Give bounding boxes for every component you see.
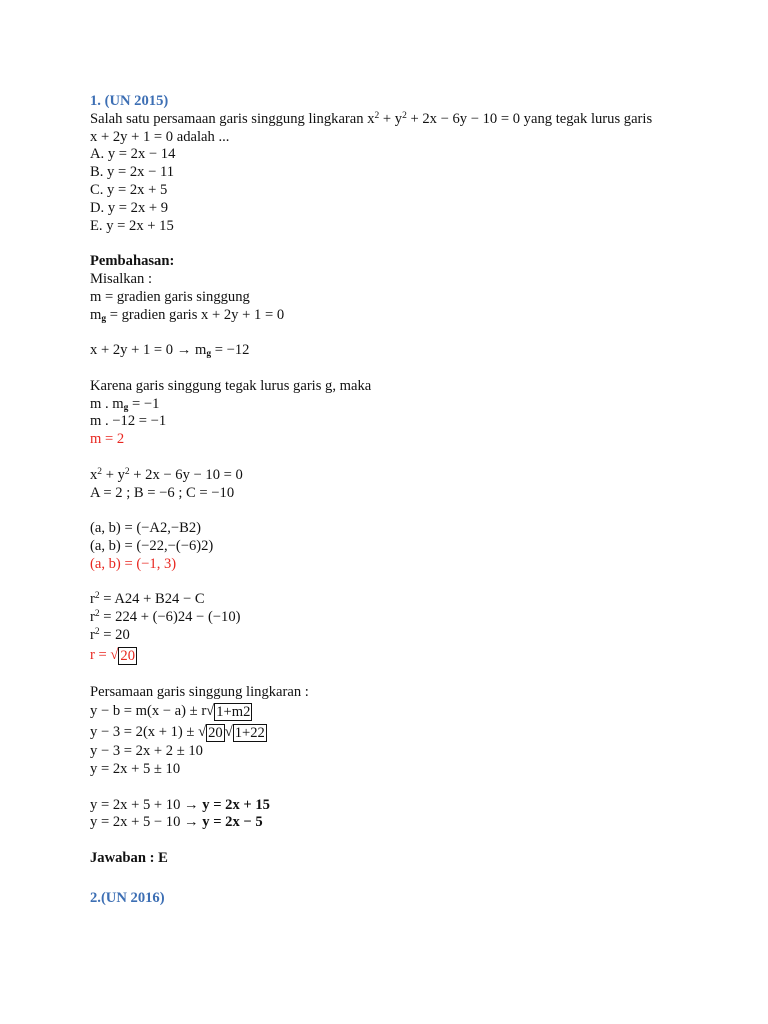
perpendicular-substitution: m . −12 = −1: [90, 413, 167, 430]
spacer: [90, 868, 730, 886]
spacer: [90, 360, 730, 378]
perpendicular-text: Karena garis singgung tegak lurus garis g, maka: [90, 377, 372, 394]
spacer: [90, 779, 730, 797]
option-c: C. y = 2x + 5: [90, 181, 168, 198]
spacer: [90, 574, 730, 592]
answer-line: Jawaban : E: [90, 850, 168, 867]
radicand-box: 1+m2: [216, 704, 251, 721]
question-1-heading: 1. (UN 2015): [90, 93, 169, 109]
question-2-heading: 2.(UN 2016): [90, 889, 165, 906]
option-b: B. y = 2x − 11: [90, 164, 175, 181]
radicand-box: 20: [120, 647, 135, 664]
radius-formula: $r^2 = A24 + B24 - C$: [90, 591, 205, 608]
solution-title: Pembahasan:: [90, 253, 175, 270]
radius-squared: $r^2 = 20$: [90, 626, 130, 643]
m-result: m = 2: [90, 431, 125, 448]
tangent-formula: y − b = m(x − a) ± r√ 1+m2: [90, 703, 251, 721]
center-formula: (a, b) = (−A2,−B2): [90, 520, 202, 537]
radicand-box: 20: [208, 725, 223, 742]
tangent-substitution: y − 3 = 2(x + 1) ± √ 20 √ 1+22: [90, 724, 265, 742]
option-a: A. y = 2x − 14: [90, 146, 176, 163]
center-result: (a, b) = (−1, 3): [90, 555, 177, 572]
spacer: [90, 502, 730, 520]
spacer: [90, 832, 730, 850]
spacer: [90, 666, 730, 684]
radicand-box: 1+22: [234, 725, 265, 742]
radius-result: r = √ 20: [90, 646, 135, 664]
radius-substitution: $r^2 = 224 + (-6)24 - (-10)$: [90, 609, 241, 626]
misalkan-line: Misalkan :: [90, 270, 153, 287]
spacer: [90, 324, 730, 342]
document-page: [90, 93, 730, 907]
option-d: D. y = 2x + 9: [90, 199, 169, 216]
spacer: [90, 449, 730, 467]
tangent-text: Persamaan garis singgung lingkaran :: [90, 683, 309, 700]
tangent-simplify-1: y − 3 = 2x + 2 ± 10: [90, 743, 203, 760]
final-line-1: y = 2x + 5 + 10 → y = 2x + 15: [90, 796, 270, 813]
gradient-line: $x + 2y + 1 = 0 \to m_g = -12$: [90, 342, 250, 360]
question-1-stem-line-1: Salah satu persamaan garis singgung lingkaran $x^2 + y^2 + 2x - 6y - 10 = 0$ yang tegak lurus garis: [90, 110, 653, 127]
center-substitution: (a, b) = (−22,−(−6)2): [90, 537, 214, 554]
definition-m: m = gradien garis singgung: [90, 288, 250, 305]
circle-equation: $x^2 + y^2 + 2x - 6y - 10 = 0$: [90, 466, 243, 483]
perpendicular-condition: m . $m_g = -1$: [90, 395, 160, 413]
option-e: E. y = 2x + 15: [90, 217, 174, 234]
definition-mg: $m_g$ = gradien garis x + 2y + 1 = 0: [90, 306, 285, 324]
question-1-stem-line-2: x + 2y + 1 = 0 adalah ...: [90, 128, 230, 145]
spacer: [90, 235, 730, 253]
tangent-simplify-2: y = 2x + 5 ± 10: [90, 761, 181, 778]
coefficients: A = 2 ; B = −6 ; C = −10: [90, 484, 235, 501]
final-line-2: y = 2x + 5 − 10 → y = 2x − 5: [90, 814, 263, 831]
